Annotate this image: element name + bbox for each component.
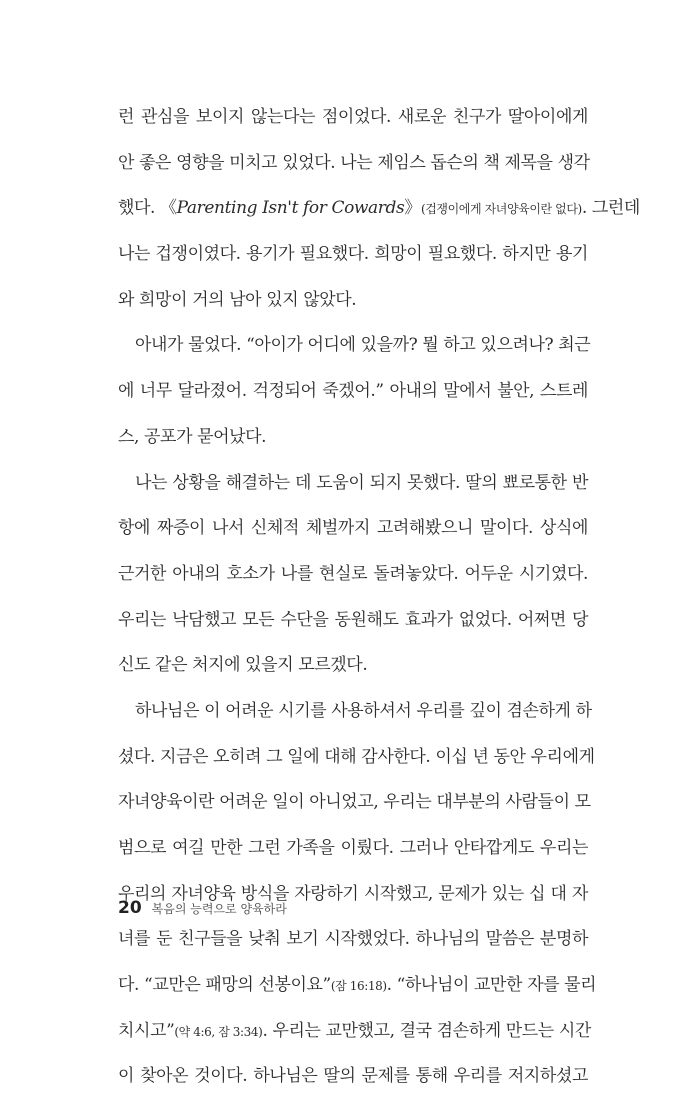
text-segment: . 그런데 <box>581 198 640 219</box>
text-line: 이 찾아온 것이다. 하나님은 딸의 문제를 통해 우리를 저지하셨고 <box>118 1066 588 1087</box>
text-line: 나는 겁쟁이였다. 용기가 필요했다. 희망이 필요했다. 하지만 용기 <box>118 244 588 265</box>
text-segment: 치시고” <box>118 1020 175 1041</box>
text-line <box>118 186 640 232</box>
running-title: 복음의 능력으로 양육하라 <box>151 902 287 916</box>
text-line: 안 좋은 영향을 미치고 있었다. 나는 제임스 돕슨의 책 제목을 생각 <box>118 152 590 173</box>
text-line: 범으로 여길 만한 그런 가족을 이뤘다. 그러나 안타깝게도 우리는 <box>118 838 588 858</box>
book-title-citation: Parenting Isn't for Cowards <box>176 198 405 219</box>
text-line: 와 희망이 거의 남아 있지 않았다. <box>118 289 357 310</box>
translation-note: (겁쟁이에게 자녀양육이란 없다) <box>420 202 582 217</box>
text-line: 항에 짜증이 나서 신체적 체벌까지 고려해봤으니 말이다. 상식에 <box>118 518 588 539</box>
text-line: 런 관심을 보이지 않는다는 점이었다. 새로운 친구가 딸아이에게 <box>118 107 588 127</box>
text-line <box>118 1009 591 1055</box>
text-line: 우리의 자녀양육 방식을 자랑하기 시작했고, 문제가 있는 십 대 자 <box>118 883 588 904</box>
text-line <box>118 963 597 1009</box>
text-line: 녀를 둔 친구들을 낮춰 보기 시작했었다. 하나님의 말씀은 분명하 <box>118 929 588 950</box>
page-footer <box>118 898 287 918</box>
text-segment: 다. “교만은 패망의 선봉이요” <box>118 975 331 996</box>
text-line: 우리는 낙담했고 모든 수단을 동원해도 효과가 없었다. 어쩌면 당 <box>118 609 588 630</box>
text-line: 셨다. 지금은 오히려 그 일에 대해 감사한다. 이십 년 동안 우리에게 <box>118 746 595 767</box>
text-line: 에 너무 달라졌어. 걱정되어 죽겠어.” 아내의 말에서 불안, 스트레 <box>118 381 588 402</box>
scripture-reference: (약 4:6, 잠 3:34) <box>174 1024 263 1039</box>
text-segment: . “하나님이 교만한 자를 물리 <box>386 975 597 996</box>
text-segment: 했다. 《 <box>118 198 177 219</box>
text-line: 근거한 아내의 호소가 나를 현실로 돌려놓았다. 어두운 시기였다. <box>118 563 588 584</box>
scripture-reference: (잠 16:18) <box>330 979 387 994</box>
text-line: 신도 같은 처지에 있을지 모르겠다. <box>118 655 368 676</box>
text-line: 아내가 물었다. “아이가 어디에 있을까? 뭘 하고 있으려나? 최근 <box>135 335 591 356</box>
text-segment: 》 <box>404 198 421 219</box>
page-number: 20 <box>118 898 142 918</box>
text-line: 스, 공포가 묻어났다. <box>118 426 267 447</box>
text-line: 하나님은 이 어려운 시기를 사용하셔서 우리를 깊이 겸손하게 하 <box>135 700 592 721</box>
text-line: 자녀양육이란 어려운 일이 아니었고, 우리는 대부분의 사람들이 모 <box>118 792 591 813</box>
text-line: 나는 상황을 해결하는 데 도움이 되지 못했다. 딸의 뾰로통한 반 <box>135 472 588 493</box>
text-segment: . 우리는 교만했고, 결국 겸손하게 만드는 시간 <box>262 1020 591 1041</box>
body-text <box>118 95 640 1100</box>
